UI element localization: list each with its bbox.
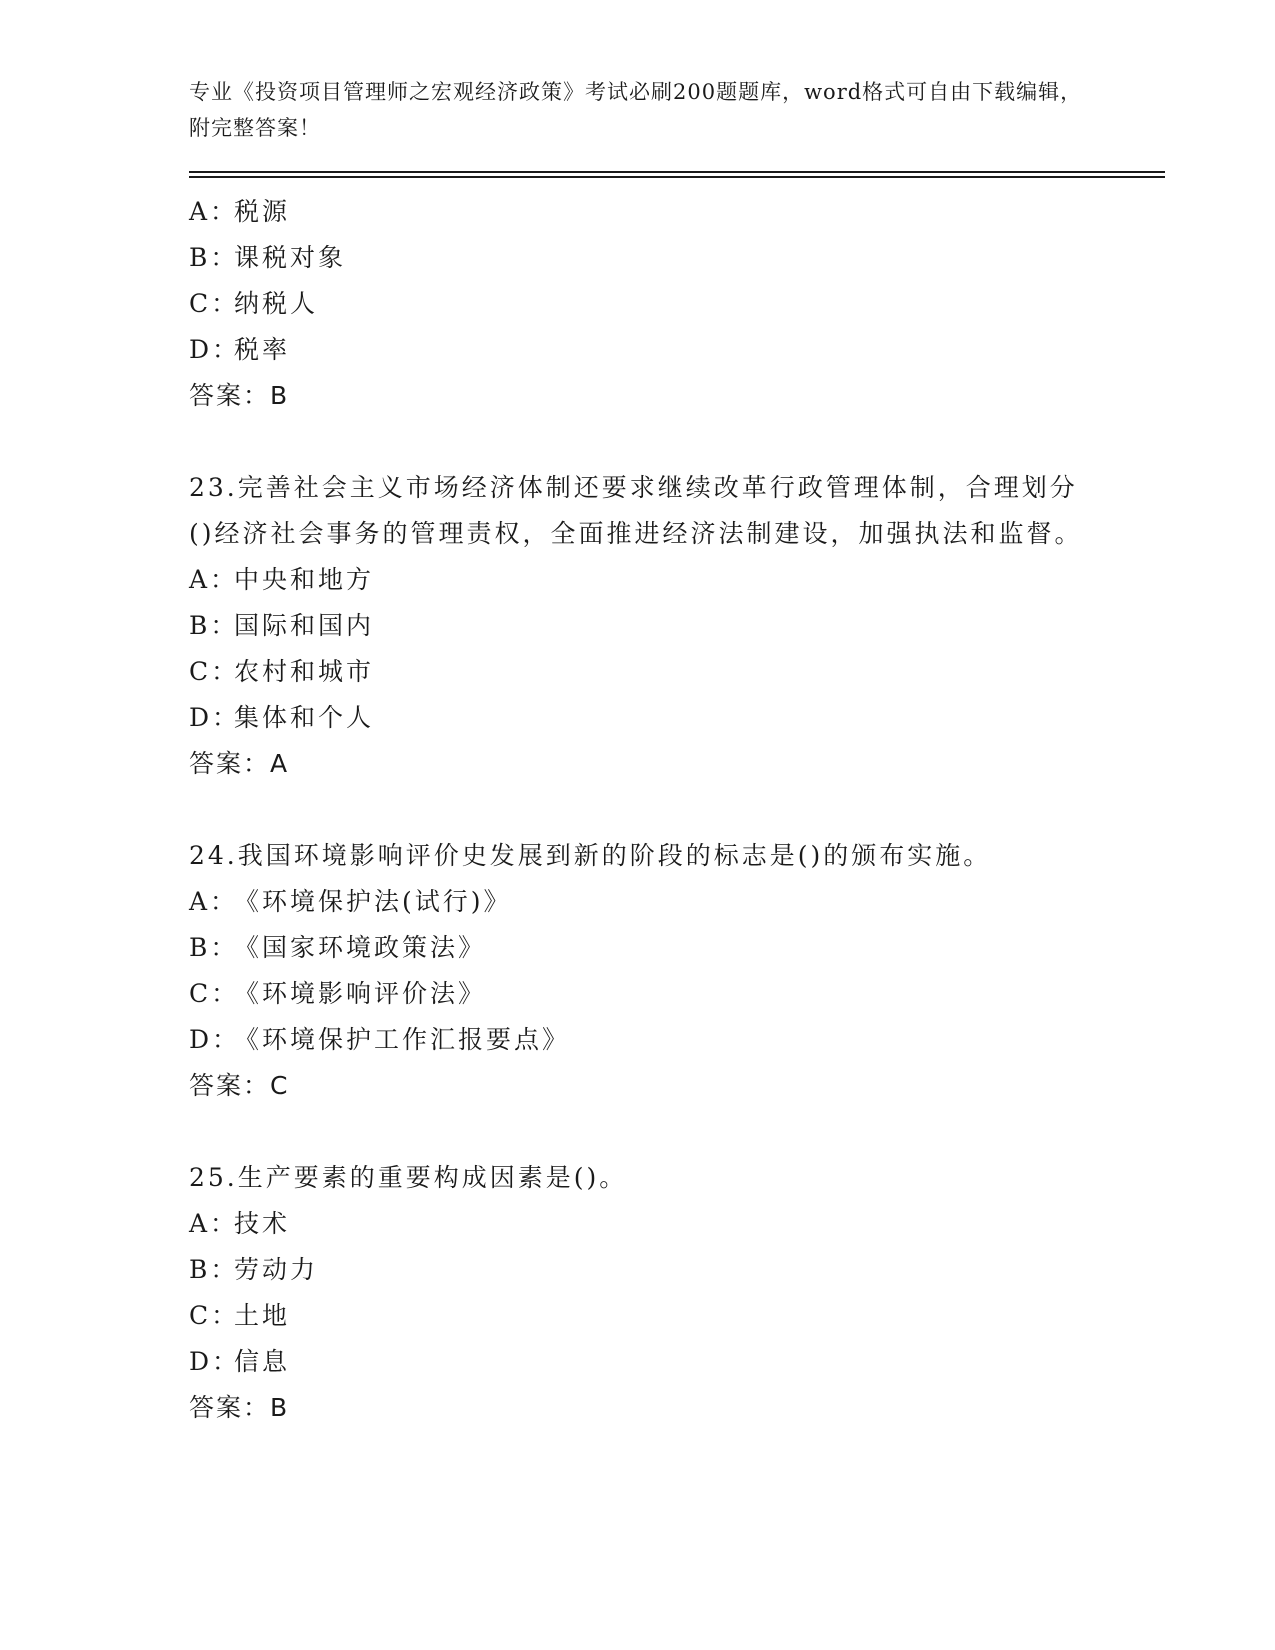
question-24 (189, 833, 1089, 1109)
option-text: 课税对象 (234, 243, 347, 272)
option-key: C： (189, 657, 240, 686)
option-text: 劳动力 (234, 1255, 319, 1284)
header-title: 专业《投资项目管理师之宏观经济政策》考试必刷200题题库，word格式可自由下载编辑，附完整答案！ (189, 80, 1083, 140)
option-a (189, 557, 1089, 603)
document-header (189, 74, 1089, 146)
question-23 (189, 465, 1089, 787)
option-a (189, 1201, 1089, 1247)
header-rule-bottom (189, 176, 1165, 178)
option-text: 《环境影响评价法》 (234, 979, 487, 1008)
answer-line: 答案：B (189, 1393, 290, 1422)
option-key: B： (189, 1255, 239, 1284)
option-text: 农村和城市 (234, 657, 375, 686)
answer-line: 答案：A (189, 749, 290, 778)
option-text: 《环境保护工作汇报要点》 (234, 1025, 571, 1054)
option-d (189, 327, 1089, 373)
option-b (189, 925, 1089, 971)
answer-line: 答案：C (189, 1071, 290, 1100)
question-text: 25.生产要素的重要构成因素是()。 (189, 1163, 628, 1192)
option-key: A： (189, 1209, 239, 1238)
option-text: 国际和国内 (234, 611, 375, 640)
option-text: 税率 (234, 335, 291, 364)
option-text: 技术 (234, 1209, 291, 1238)
option-b (189, 1247, 1089, 1293)
option-key: B： (189, 933, 239, 962)
prev-question-options (189, 189, 1089, 419)
option-key: D： (189, 335, 241, 364)
option-d (189, 695, 1089, 741)
question-text: 24.我国环境影响评价史发展到新的阶段的标志是()的颁布实施。 (189, 841, 992, 870)
option-key: D： (189, 1347, 241, 1376)
option-key: A： (189, 565, 239, 594)
option-text: 土地 (234, 1301, 291, 1330)
option-d (189, 1017, 1089, 1063)
question-25 (189, 1155, 1089, 1431)
answer-line: 答案：B (189, 381, 290, 410)
option-key: A： (189, 887, 239, 916)
option-b (189, 603, 1089, 649)
option-c (189, 971, 1089, 1017)
option-key: D： (189, 1025, 241, 1054)
option-text: 集体和个人 (234, 703, 375, 732)
option-a (189, 189, 1089, 235)
option-b (189, 235, 1089, 281)
option-key: C： (189, 289, 240, 318)
option-text: 《环境保护法(试行)》 (234, 887, 512, 916)
option-text: 中央和地方 (234, 565, 375, 594)
option-key: C： (189, 1301, 240, 1330)
option-key: B： (189, 243, 239, 272)
option-text: 《国家环境政策法》 (234, 933, 487, 962)
option-a (189, 879, 1089, 925)
document-body (189, 189, 1089, 1431)
option-text: 信息 (234, 1347, 291, 1376)
option-key: C： (189, 979, 240, 1008)
option-c (189, 649, 1089, 695)
option-key: B： (189, 611, 239, 640)
option-key: A： (189, 197, 239, 226)
option-text: 税源 (234, 197, 291, 226)
option-c (189, 1293, 1089, 1339)
option-key: D： (189, 703, 241, 732)
option-c (189, 281, 1089, 327)
header-rule-top (189, 171, 1165, 173)
option-d (189, 1339, 1089, 1385)
option-text: 纳税人 (234, 289, 319, 318)
question-text: 23.完善社会主义市场经济体制还要求继续改革行政管理体制，合理划分()经济社会事务的管理责权，全面推进经济法制建设，加强执法和监督。 (189, 473, 1083, 548)
